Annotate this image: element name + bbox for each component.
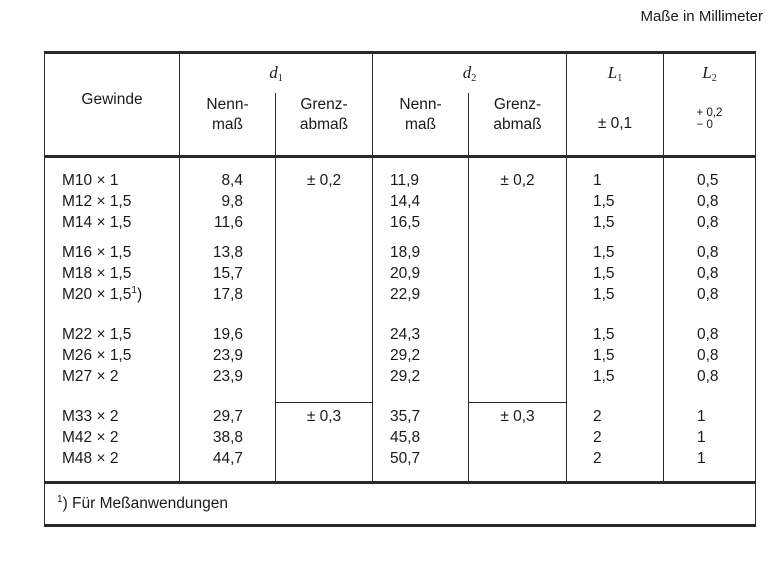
L1-cell-value: 1,5 (593, 243, 615, 261)
thread-cell (45, 157, 180, 239)
d2-nominal-cell (373, 403, 469, 483)
L2-cell-value: 0,8 (697, 243, 719, 261)
footnote: $^1$) Für Meßanwendungen (45, 483, 756, 526)
L1-cell-value: 1,5 (593, 285, 615, 303)
L1-cell (567, 403, 664, 483)
d2-nominal-cell-value: 16,5 (390, 214, 421, 231)
d2-nominal-cell-value: 14,4 (390, 193, 421, 210)
header-thread-label: Gewinde (81, 90, 143, 108)
L2-cell (664, 239, 756, 321)
d2-nominal-cell (373, 239, 469, 321)
L2-cell-value: 0,8 (697, 346, 719, 364)
L1-cell (567, 239, 664, 321)
thread-cell (45, 239, 180, 321)
d2-nominal-cell (373, 321, 469, 403)
L2-cell (664, 403, 756, 483)
d1-nominal-cell-value: 44,7 (212, 449, 243, 467)
L1-cell-value: 1,5 (593, 325, 615, 343)
L2-cell-value: 1 (697, 449, 706, 467)
thread-cell-value: M16 × 1,5 (62, 243, 132, 261)
L2-cell-value: 0,8 (697, 285, 719, 303)
d2-nominal-cell-value: 20,9 (390, 264, 421, 282)
thread-cell-value: M26 × 1,5 (62, 346, 132, 364)
L2-cell-value: 1 (697, 428, 706, 446)
d1-nominal-cell-value: 17,8 (212, 285, 243, 303)
thread-cell-value: M10 × 1 (62, 172, 119, 189)
d2-limit-cell: ± 0,2 (469, 157, 567, 239)
d1-limit-cell (276, 239, 373, 321)
header-L1-tolerance: ± 0,1 (567, 93, 664, 157)
L2-cell-value: 0,8 (697, 325, 719, 343)
d1-nominal-cell-value: 19,6 (212, 325, 243, 343)
d2-nominal-cell-value: 11,9 (390, 172, 420, 189)
thread-cell (45, 403, 180, 483)
L1-cell-value: 1,5 (593, 214, 615, 231)
L2-cell-value: 0,8 (697, 214, 719, 231)
L1-cell-value: 1 (593, 172, 602, 189)
d1-nominal-cell-value: 8,4 (221, 172, 243, 189)
table-row-group (45, 321, 756, 403)
d2-limit-cell: ± 0,3 (469, 403, 567, 483)
L2-cell-value: 0,8 (697, 367, 719, 385)
d1-symbol: $d_1$ (269, 62, 283, 84)
L1-cell (567, 321, 664, 403)
thread-cell (45, 321, 180, 403)
header-L2 (664, 53, 756, 93)
L2-cell-value: 1 (697, 407, 706, 425)
L1-cell-value: 2 (593, 428, 602, 446)
thread-cell-value: M22 × 1,5 (62, 325, 132, 343)
d2-nominal-cell-value: 29,2 (390, 367, 421, 385)
d1-limit-cell: ± 0,2 (276, 157, 373, 239)
thread-dimensions-table (44, 51, 756, 527)
L1-cell-value: 2 (593, 449, 602, 467)
units-note: Maße in Millimeter (640, 8, 763, 25)
d2-limit-cell (469, 321, 567, 403)
L1-symbol: $L_1$ (607, 62, 623, 84)
d1-nominal-cell-value: 15,7 (212, 264, 243, 282)
L2-cell-value: 0,8 (697, 264, 719, 282)
d2-nominal-cell-value: 18,9 (390, 243, 421, 261)
header-d2-limit: Grenz- abmaß (469, 93, 567, 157)
d1-nominal-cell (180, 321, 276, 403)
d1-nominal-cell (180, 403, 276, 483)
header-L1 (567, 53, 664, 93)
L2-cell-value: 0,5 (697, 172, 719, 189)
thread-cell-value: M18 × 1,5 (62, 264, 132, 282)
d2-nominal-cell-value: 35,7 (390, 407, 421, 425)
d2-nominal-cell-value: 29,2 (390, 346, 421, 364)
d2-symbol: $d_2$ (462, 62, 477, 84)
d2-nominal-cell (373, 157, 469, 239)
d1-nominal-cell (180, 157, 276, 239)
d1-nominal-cell-value: 38,8 (212, 428, 243, 446)
table-row-group (45, 157, 756, 239)
header-thread (45, 53, 180, 157)
L1-cell (567, 157, 664, 239)
table-row-group (45, 403, 756, 483)
L1-cell-value: 2 (593, 407, 602, 425)
d1-nominal-cell-value: 23,9 (212, 367, 243, 385)
table-row-group (45, 239, 756, 321)
thread-cell-value: M14 × 1,5 (62, 214, 132, 231)
d1-limit-cell: ± 0,3 (276, 403, 373, 483)
d1-nominal-cell-value: 23,9 (212, 346, 243, 364)
d2-limit-cell (469, 239, 567, 321)
L1-cell-value: 1,5 (593, 346, 615, 364)
d1-nominal-cell-value: 13,8 (212, 243, 243, 261)
L2-symbol: $L_2$ (702, 62, 717, 84)
d2-nominal-cell-value: 24,3 (390, 325, 421, 343)
L2-cell (664, 321, 756, 403)
thread-cell-value: M48 × 2 (62, 449, 119, 467)
header-L2-tolerance: + 0,2 − 0 (664, 93, 756, 157)
d1-limit-cell (276, 321, 373, 403)
thread-cell-value: M42 × 2 (62, 428, 119, 446)
d1-nominal-cell-value: 9,8 (221, 193, 243, 210)
thread-cell-value: M12 × 1,5 (62, 193, 132, 210)
header-d1-nominal: Nenn- maß (180, 93, 276, 157)
d1-nominal-cell-value: 11,6 (213, 214, 243, 231)
thread-cell-value: $M20 \times 1,5^1$) (62, 284, 143, 303)
d2-nominal-cell-value: 45,8 (390, 428, 421, 446)
d1-nominal-cell-value: 29,7 (212, 407, 243, 425)
header-d1-limit: Grenz- abmaß (276, 93, 373, 157)
header-d2-nominal: Nenn- maß (373, 93, 469, 157)
L1-cell-value: 1,5 (593, 264, 615, 282)
d2-nominal-cell-value: 22,9 (390, 285, 421, 303)
thread-cell-value: M27 × 2 (62, 367, 119, 385)
header-d2 (373, 53, 567, 93)
d2-nominal-cell-value: 50,7 (390, 449, 421, 467)
header-d1 (180, 53, 373, 93)
thread-cell-value: M33 × 2 (62, 407, 119, 425)
L2-cell-value: 0,8 (697, 193, 719, 210)
L1-cell-value: 1,5 (593, 367, 615, 385)
L2-cell (664, 157, 756, 239)
d1-nominal-cell (180, 239, 276, 321)
L1-cell-value: 1,5 (593, 193, 615, 210)
